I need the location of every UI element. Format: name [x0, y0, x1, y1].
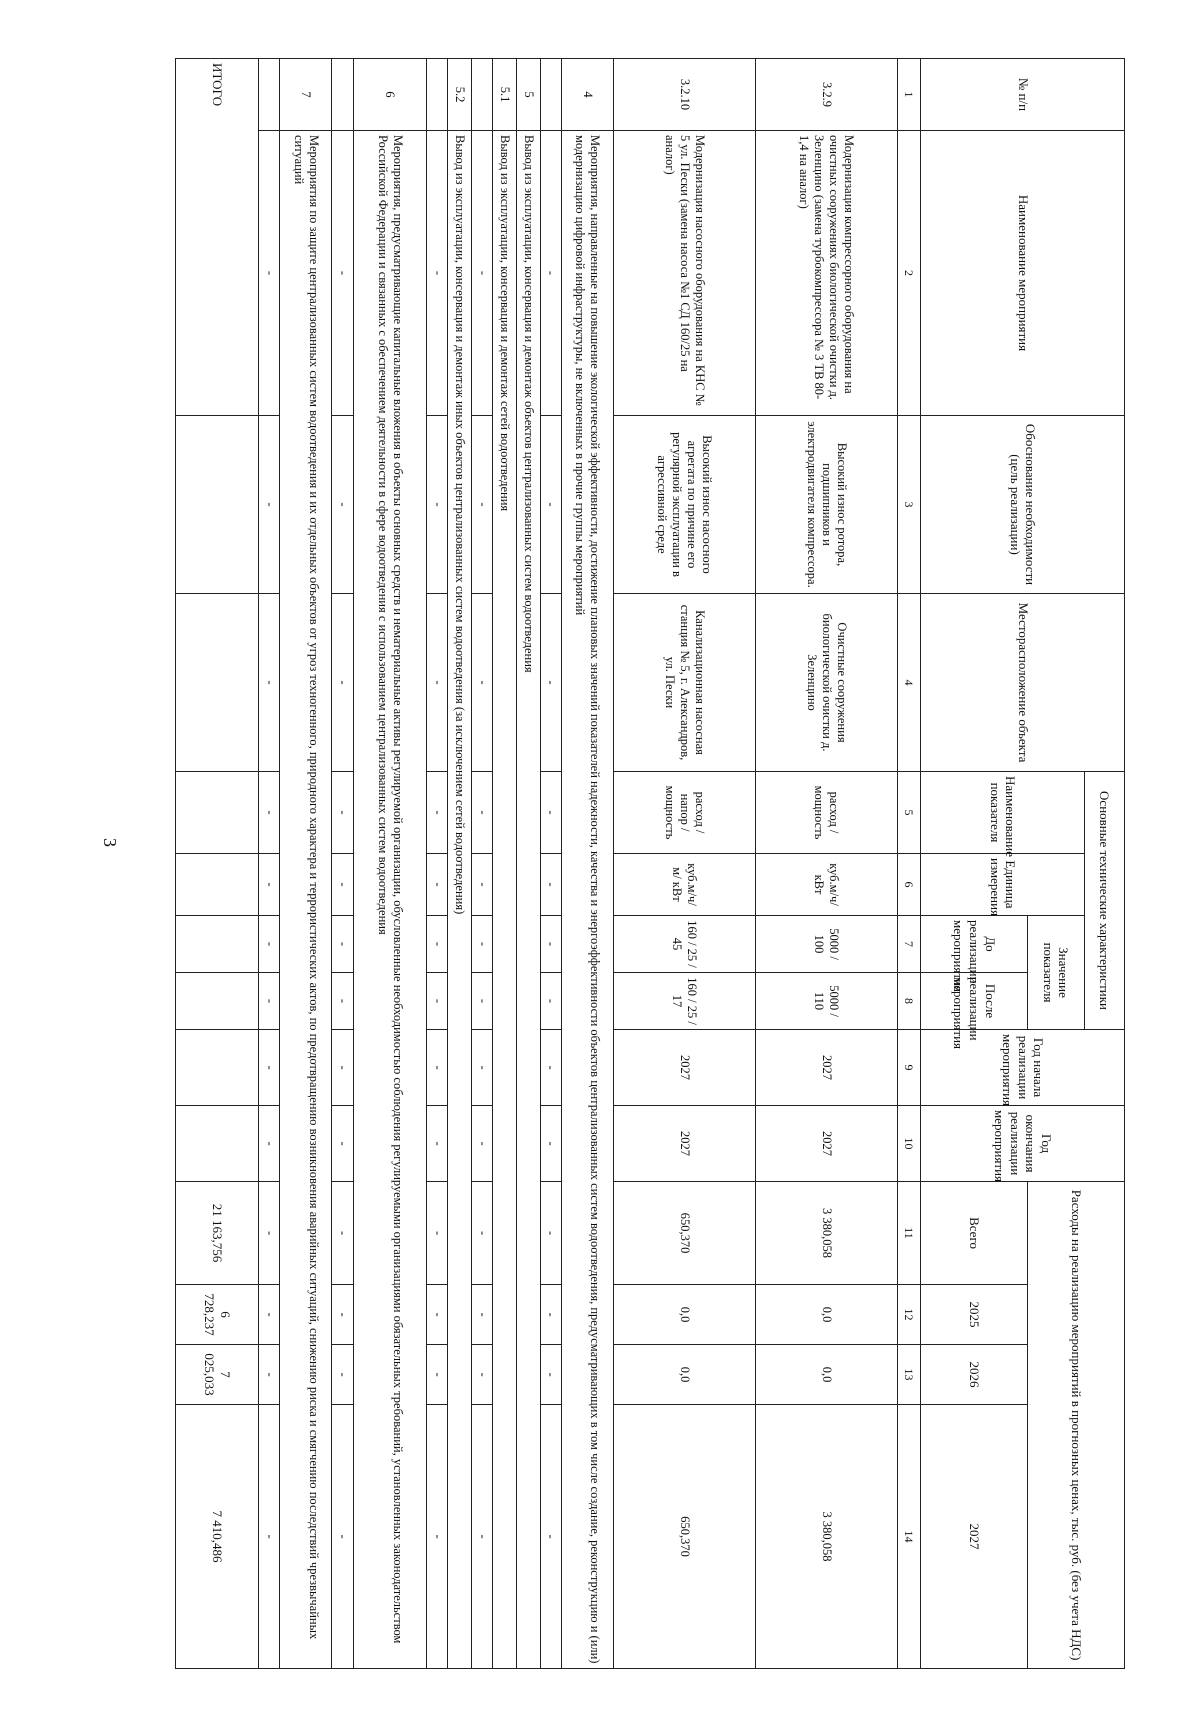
row-reason: Высокий износ ротора, подшипников и электродвигателя компрессора. [755, 416, 897, 594]
col-number: 12 [897, 1285, 921, 1345]
row-2025: 0,0 [613, 1285, 755, 1345]
dash: - [471, 1182, 492, 1285]
row-2025: 0,0 [755, 1285, 897, 1345]
col-number: 6 [897, 854, 921, 916]
dash: - [258, 772, 279, 854]
row-num: 3.2.9 [755, 59, 897, 131]
col-number: 5 [897, 772, 921, 854]
dash: - [258, 1345, 279, 1405]
dash: - [332, 1182, 353, 1285]
col-number: 8 [897, 973, 921, 1030]
header-start: Год начала реализации мероприятия [921, 1030, 1125, 1106]
section-num: 7 [280, 59, 332, 131]
dash: - [471, 1030, 492, 1106]
dash: - [471, 1106, 492, 1182]
dash: - [471, 1405, 492, 1669]
row-location: Очистные сооружения биологической очистки д. Зеленцино [755, 594, 897, 772]
dash: - [426, 131, 447, 416]
dash: - [332, 916, 353, 973]
total-label: ИТОГО [176, 59, 259, 416]
dash: - [332, 594, 353, 772]
col-number: 2 [897, 131, 921, 416]
header-end: Год окончания реализации мероприятия [921, 1106, 1125, 1182]
header-before: До реализации мероприятия [921, 916, 1027, 973]
col-number: 7 [897, 916, 921, 973]
total-2026: 7 025,033 [176, 1345, 259, 1405]
dash: - [258, 1182, 279, 1285]
header-2027: 2027 [921, 1405, 1027, 1669]
dash: - [471, 416, 492, 594]
dash: - [471, 594, 492, 772]
dash: - [426, 594, 447, 772]
dash: - [426, 916, 447, 973]
dash: - [258, 973, 279, 1030]
col-number: 14 [897, 1405, 921, 1669]
dash: - [540, 973, 561, 1030]
dash: - [426, 1285, 447, 1345]
dash: - [540, 131, 561, 416]
row-end: 2027 [755, 1106, 897, 1182]
dash: - [540, 416, 561, 594]
row-unit: куб.м/ч/ кВт [755, 854, 897, 916]
col-number: 13 [897, 1345, 921, 1405]
page-number: 3 [100, 838, 120, 847]
col-number: 10 [897, 1106, 921, 1182]
row-reason: Высокий износ насосного агрегата по причине его регулярной эксплуатации в агрессивной среде [613, 416, 755, 594]
total-2025: 6 728,237 [176, 1285, 259, 1345]
row-after: 160 / 25 / 17 [613, 973, 755, 1030]
dash: - [540, 772, 561, 854]
row-2027: 3 380,058 [755, 1405, 897, 1669]
total-2027: 7 410,486 [176, 1405, 259, 1669]
section-5-title: Вывод из эксплуатации, консервация и демонтаж объектов централизованных систем водоотведения [516, 131, 540, 1669]
dash: - [471, 131, 492, 416]
dash: - [332, 772, 353, 854]
row-total: 3 380,058 [755, 1182, 897, 1285]
dash: - [332, 131, 353, 416]
dash: - [540, 1106, 561, 1182]
header-reason: Обоснование необходимости (цель реализации) [921, 416, 1125, 594]
col-number: 1 [897, 59, 921, 131]
dash: - [471, 1285, 492, 1345]
row-indicator: расход / напор / мощность [613, 772, 755, 854]
section-6-title: Мероприятия, предусматривающие капитальные вложения в объекты основных средств и нематериальные активы регулируемой организации, обусловленные необходимостью соблюдения регулируемыми организациями обязательных требований, установленных законодательством Российской Федерации и связанных с обеспечением деятельности в сфере водоотведения с использованием централизованных систем водоотведения [353, 131, 426, 1669]
header-2025: 2025 [921, 1285, 1027, 1345]
row-2026: 0,0 [613, 1345, 755, 1405]
row-2027: 650,370 [613, 1405, 755, 1669]
header-after: После реализации мероприятия [921, 973, 1027, 1030]
dash: - [332, 1405, 353, 1669]
dash: - [540, 1405, 561, 1669]
header-value: Значение показателя [1027, 916, 1084, 1030]
row-indicator: расход / мощность [755, 772, 897, 854]
col-number: 9 [897, 1030, 921, 1106]
dash: - [332, 1106, 353, 1182]
dash: - [471, 854, 492, 916]
row-end: 2027 [613, 1106, 755, 1182]
dash: - [540, 1285, 561, 1345]
section-7-title: Мероприятия по защите централизованных систем водоотведения и их отдельных объектов от угроз техногенного, природного характера и террористических актов, по предотвращению возникновения аварийных ситуаций, снижению риска и смягчению последствий чрезвычайных ситуаций [280, 131, 332, 1669]
section-5-1-title: Вывод из эксплуатации, консервация и демонтаж сетей водоотведения [493, 131, 517, 1669]
dash: - [426, 1345, 447, 1405]
dash: - [258, 1106, 279, 1182]
dash: - [426, 973, 447, 1030]
dash: - [258, 1285, 279, 1345]
dash: - [332, 854, 353, 916]
dash: - [540, 916, 561, 973]
header-total: Всего [921, 1182, 1027, 1285]
row-2026: 0,0 [755, 1345, 897, 1405]
section-5-2-title: Вывод из эксплуатации, консервация и демонтаж иных объектов централизованных систем водоотведения (за исключением сетей водоотведения) [448, 131, 472, 1669]
section-4-title: Мероприятия, направленные на повышение экологической эффективности, достижение плановых значений показателей надежности, качества и энергоэффективности объектов централизованных систем водоотведения, предусматривающих в том числе создание, реконструкцию и (или) модернизацию цифровой инфраструктуры, не включенных в прочие группы мероприятий [561, 131, 613, 1669]
row-after: 5000 / 110 [755, 973, 897, 1030]
dash: - [471, 1345, 492, 1405]
dash: - [258, 594, 279, 772]
col-number: 11 [897, 1182, 921, 1285]
dash: - [471, 973, 492, 1030]
row-unit: куб.м/ч/ м/ кВт [613, 854, 755, 916]
dash: - [332, 1285, 353, 1345]
dash: - [540, 1345, 561, 1405]
row-before: 160 / 25 / 45 [613, 916, 755, 973]
header-2026: 2026 [921, 1345, 1027, 1405]
total-sum: 21 163,756 [176, 1182, 259, 1285]
section-num: 4 [561, 59, 613, 131]
dash: - [258, 1030, 279, 1106]
row-num: 3.2.10 [613, 59, 755, 131]
dash: - [258, 916, 279, 973]
dash: - [332, 1345, 353, 1405]
dash: - [426, 1030, 447, 1106]
dash: - [426, 772, 447, 854]
header-location: Месторасположение объекта [921, 594, 1125, 772]
header-name: Наименование мероприятия [921, 131, 1125, 416]
measures-table [175, 58, 1125, 1669]
row-name: Модернизация насосного оборудования на КНС № 5 ул. Пески (замена насоса №1 СД 160/25 на аналог) [613, 131, 755, 416]
dash: - [332, 973, 353, 1030]
dash: - [426, 1405, 447, 1669]
row-location: Канализационная насосная станция № 5, г. Александров, ул. Пески [613, 594, 755, 772]
section-num: 6 [353, 59, 426, 131]
dash: - [332, 1030, 353, 1106]
dash: - [426, 416, 447, 594]
dash: - [471, 772, 492, 854]
dash: - [426, 854, 447, 916]
dash: - [540, 1182, 561, 1285]
dash: - [332, 416, 353, 594]
dash: - [471, 916, 492, 973]
col-number: 3 [897, 416, 921, 594]
row-before: 5000 / 100 [755, 916, 897, 973]
dash: - [258, 1405, 279, 1669]
rotated-table-container [175, 58, 1125, 1668]
header-num: № п/п [921, 59, 1125, 131]
dash: - [258, 131, 279, 416]
dash: - [426, 1106, 447, 1182]
header-unit: Единица измерения [921, 854, 1084, 916]
dash: - [258, 416, 279, 594]
dash: - [426, 1182, 447, 1285]
dash: - [540, 854, 561, 916]
section-num: 5 [516, 59, 540, 131]
row-start: 2027 [613, 1030, 755, 1106]
dash: - [540, 1030, 561, 1106]
col-number: 4 [897, 594, 921, 772]
row-name: Модернизация компрессорного оборудования на очистных сооружениях биологической очистки д. Зеленцино (замена турбокомпрессора № 3 ТВ 80-1,4 на аналог) [755, 131, 897, 416]
dash: - [540, 594, 561, 772]
header-tech: Основные технические характеристики [1084, 772, 1124, 1030]
section-num: 5.2 [448, 59, 472, 131]
header-costs: Расходы на реализацию мероприятий в прогнозных ценах, тыс. руб. (без учета НДС) [1027, 1182, 1124, 1669]
row-total: 650,370 [613, 1182, 755, 1285]
section-num: 5.1 [493, 59, 517, 131]
row-start: 2027 [755, 1030, 897, 1106]
dash: - [258, 854, 279, 916]
header-indicator: Наименование показателя [921, 772, 1084, 854]
